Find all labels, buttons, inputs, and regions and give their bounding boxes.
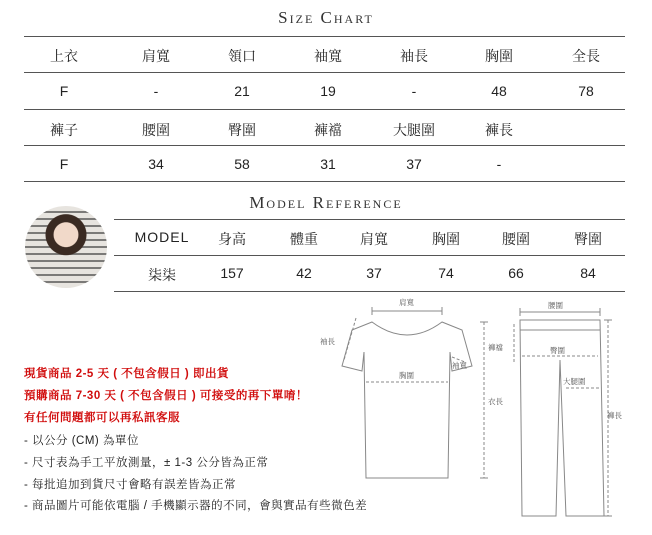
- divider: [24, 109, 625, 110]
- table-header-cell: 身高: [218, 231, 246, 247]
- table-header-cell: 胸圍: [485, 48, 513, 64]
- table-cell: 58: [234, 156, 250, 172]
- table-cell: 21: [234, 83, 250, 99]
- table-cell: 37: [366, 265, 382, 281]
- label-shirt-length: 衣長: [488, 397, 503, 406]
- note-unit: - 以公分 (CM) 為單位: [24, 435, 139, 447]
- divider: [24, 36, 625, 37]
- table-header-cell: 褲長: [485, 122, 513, 138]
- table-cell: F: [59, 156, 69, 172]
- table-cell: -: [496, 156, 502, 172]
- table-cell: 31: [320, 156, 336, 172]
- divider: [114, 255, 625, 256]
- table-cell: 66: [508, 265, 524, 281]
- divider: [24, 72, 625, 73]
- size-chart-title: Size Chart: [278, 8, 374, 27]
- table-header-cell: 腰圍: [142, 122, 170, 138]
- notice-contact: 有任何問題都可以再私訊客服: [24, 412, 180, 424]
- note-tolerance: - 尺寸表為手工平放測量，± 1-3 公分皆為正常: [24, 457, 269, 469]
- table-header-cell: 體重: [290, 231, 318, 247]
- table-cell: 柒柒: [148, 267, 176, 283]
- table-header-cell: 胸圍: [432, 231, 460, 247]
- table-cell: F: [59, 83, 69, 99]
- note-color: - 商品圖片可能依電腦 / 手機顯示器的不同，會與實品有些微色差: [24, 500, 368, 512]
- label-hip: 臀圍: [550, 346, 565, 355]
- model-reference-title: Model Reference: [249, 193, 403, 212]
- note-batch: - 每批追加到貨尺寸會略有誤差皆為正常: [24, 479, 237, 491]
- table-cell: 48: [491, 83, 507, 99]
- table-header-cell: 肩寬: [142, 48, 170, 64]
- notice-in-stock: 現貨商品 2-5 天 ( 不包含假日 ) 即出貨: [24, 368, 229, 380]
- table-header-cell: 領口: [228, 48, 256, 64]
- table-cell: 74: [438, 265, 454, 281]
- label-waist: 腰圍: [548, 301, 563, 310]
- table-header-cell: 袖長: [400, 48, 428, 64]
- label-chest: 胸圍: [399, 371, 414, 380]
- model-avatar: [25, 206, 107, 288]
- label-thigh: 大腿圍: [563, 377, 586, 386]
- table-header-cell: 全長: [572, 48, 600, 64]
- table-cell: 84: [580, 265, 596, 281]
- label-sleeve-length: 袖長: [320, 337, 335, 346]
- table-header-cell: 腰圍: [502, 231, 530, 247]
- divider: [24, 145, 625, 146]
- shirt-diagram: [342, 307, 488, 478]
- table-cell: 37: [406, 156, 422, 172]
- divider: [24, 181, 625, 182]
- table-cell: 42: [296, 265, 312, 281]
- table-header-cell: 褲襠: [314, 122, 342, 138]
- divider: [114, 291, 625, 292]
- table-cell: 19: [320, 83, 336, 99]
- label-shoulder: 肩寬: [399, 298, 414, 307]
- table-cell: 157: [220, 265, 244, 281]
- table-cell: 34: [148, 156, 164, 172]
- pants-diagram: [514, 308, 612, 516]
- table-header-cell: 臀圍: [574, 231, 602, 247]
- table-header-cell: 臀圍: [228, 122, 256, 138]
- table-header-cell: 褲子: [50, 122, 78, 138]
- label-sleeve-width: 袖寬: [452, 361, 467, 370]
- notice-preorder: 預購商品 7-30 天 ( 不包含假日 ) 可接受的再下單唷！: [24, 390, 308, 402]
- label-rise: 褲襠: [488, 343, 503, 352]
- table-header-cell: MODEL: [134, 229, 190, 245]
- table-cell: -: [411, 83, 417, 99]
- table-cell: -: [153, 83, 159, 99]
- table-header-cell: 大腿圍: [393, 122, 435, 138]
- divider: [114, 219, 625, 220]
- table-cell: 78: [578, 83, 594, 99]
- label-pants-length: 褲長: [607, 411, 622, 420]
- table-header-cell: 肩寬: [360, 231, 388, 247]
- table-header-cell: 上衣: [50, 48, 78, 64]
- table-header-cell: 袖寬: [314, 48, 342, 64]
